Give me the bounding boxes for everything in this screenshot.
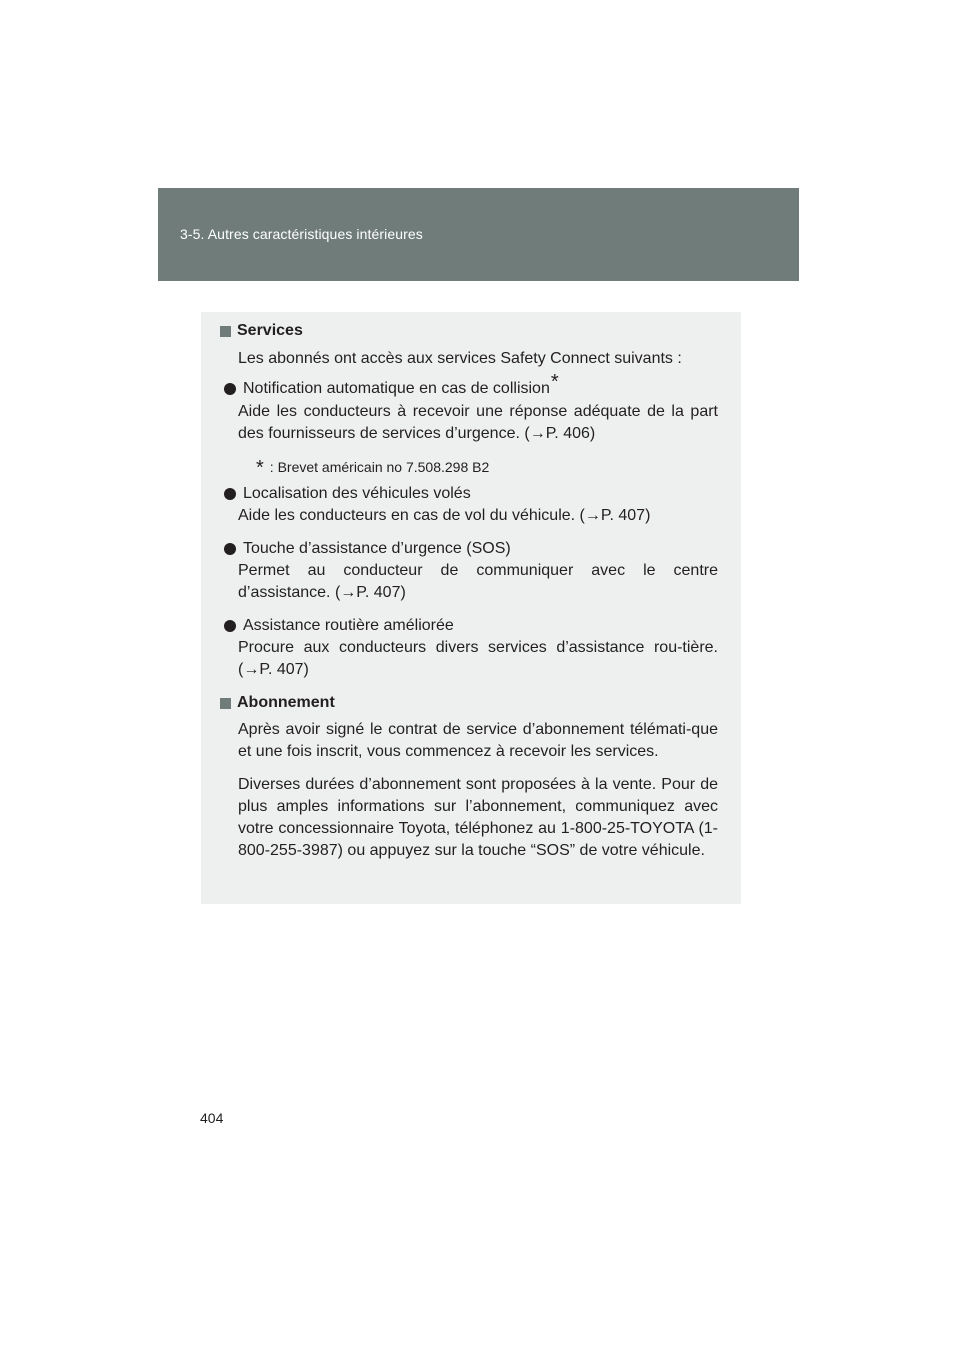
asterisk-mark: * (550, 371, 559, 393)
services-heading (220, 322, 303, 340)
abonnement-para-1: Après avoir signé le contrat de service d’abonnement télémati-que et une fois inscrit, vous commencez à recevoir les services. (238, 721, 718, 760)
footnote (256, 455, 489, 478)
services-intro: Les abonnés ont accès aux services Safety Connect suivants : (238, 350, 682, 367)
item-roadside-desc: Procure aux conducteurs divers services d’assistance rou-tière. (→P. 407) (238, 639, 718, 678)
round-bullet-icon (224, 488, 236, 500)
item-label: Assistance routière améliorée (243, 617, 454, 634)
item-label: Touche d’assistance d’urgence (SOS) (243, 540, 511, 557)
abonnement-para-2: Diverses durées d’abonnement sont proposées à la vente. Pour de plus amples informations sur l’abonnement, communiquez avec votre concessionnaire Toyota, téléphonez au 1-800-25-TOYOTA (1-800-255-3987) ou appuyez sur la touche “SOS” de votre véhicule. (238, 776, 718, 859)
info-box (201, 312, 741, 904)
item-collision-title (220, 371, 559, 400)
services-title: Services (237, 322, 303, 339)
item-label: Localisation des véhicules volés (243, 485, 471, 502)
round-bullet-icon (224, 383, 236, 395)
item-sos-title (220, 538, 511, 560)
header-band (158, 188, 799, 281)
footnote-mark: * (256, 457, 264, 479)
item-roadside-title (220, 615, 454, 637)
square-bullet-icon (220, 326, 231, 337)
round-bullet-icon (224, 620, 236, 632)
round-bullet-icon (224, 543, 236, 555)
section-title: 3-5. Autres caractéristiques intérieures (180, 226, 423, 242)
item-sos-desc: Permet au conducteur de communiquer avec le centre d’assistance. (→P. 407) (238, 562, 718, 601)
abonnement-title: Abonnement (237, 694, 335, 711)
item-collision-desc: Aide les conducteurs à recevoir une réponse adéquate de la part des fournisseurs de services d’urgence. (→P. 406) (238, 403, 718, 442)
item-label: Notification automatique en cas de collision (243, 380, 550, 397)
footnote-text: : Brevet américain no 7.508.298 B2 (269, 459, 490, 475)
abonnement-heading (220, 694, 335, 712)
square-bullet-icon (220, 698, 231, 709)
page-number: 404 (200, 1110, 224, 1126)
item-theft-desc: Aide les conducteurs en cas de vol du véhicule. (→P. 407) (238, 507, 651, 524)
item-theft-title (220, 483, 471, 505)
